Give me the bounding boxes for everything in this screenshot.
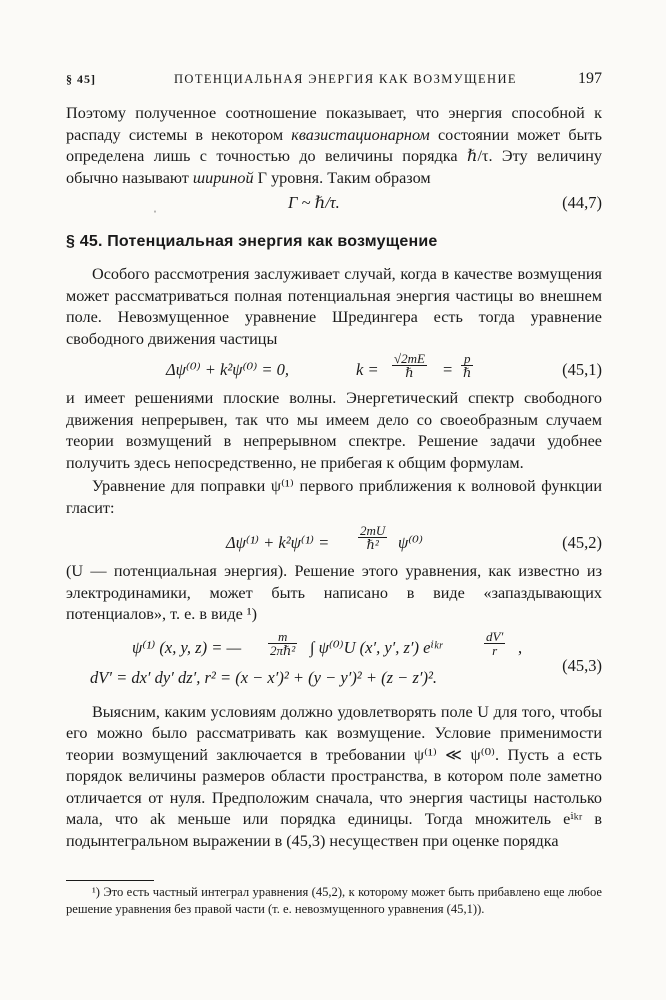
paragraph-2: Особого рассмотрения заслуживает случай, когда в качестве возмущения может рассматриваться полная потенциальная энергия частицы во внешнем поле. Невозмущенное уравнение Шредингера есть тогда уравнение свободного движения частицы — [66, 265, 602, 348]
header-section: § 45] — [66, 72, 96, 86]
equation-formula: Γ ~ ℏ/τ. — [288, 193, 340, 212]
paragraph-4: Уравнение для поправки ψ⁽¹⁾ первого приближения к волновой функции гласит: — [66, 477, 602, 517]
equation-number: (44,7) — [562, 193, 602, 212]
header-title: ПОТЕНЦИАЛЬНАЯ ЭНЕРГИЯ КАК ВОЗМУЩЕНИЕ — [174, 72, 517, 86]
page-number: 197 — [578, 70, 602, 87]
equation-45-3: ψ⁽¹⁾ (x, y, z) = — $\frac{m}{\text{2πℏ²}}$ ∫ ψ⁽⁰⁾U (x′, y′, z′) eⁱᵏʳ $\frac{dV'}{r}$ , dV′ = dx′ dy′ dz′, r² = (x − x′)² + (y − y′)² + (z − z′)². (45,3) — [90, 628, 602, 687]
paragraph-5: (U — потенциальная энергия). Решение этого уравнения, как известно из электродинамики, может быть написано в виде «запаздывающих потенциалов», т. е. в виде ¹) — [66, 562, 602, 623]
page-body — [66, 103, 602, 852]
paragraph-3: и имеет решениями плоские волны. Энергетический спектр свободного движения непрерывен, так что мы имеем дело со своеобразным случаем теории возмущений в непрерывном спектре. Решение задачи удобнее получить здесь непосредственно, не прибегая к общим формулам. — [66, 389, 602, 472]
stray-mark: ˈ — [153, 208, 157, 222]
footnote: ¹) Это есть частный интеграл уравнения (45,2), к которому может быть прибавлено еще любое решение уравнения без правой части (т. е. невозмущенного уравнения (45,1)). — [66, 885, 602, 916]
equation-number: (45,1) — [562, 360, 602, 379]
equation-number: (45,3) — [562, 655, 602, 675]
equation-45-2: Δψ⁽¹⁾ + k²ψ⁽¹⁾ = $\frac{2mU}{\text{ℏ²}}$ ψ⁽⁰⁾ (45,2) — [226, 523, 602, 552]
paragraph-1: Поэтому полученное соотношение показывает, что энергия способной к распаду системы в некотором квазистационарном состоянии может быть определена лишь с точностью до величины порядка ℏ/τ. Эту величину обычно называют шириной Γ уровня. Таким образом — [66, 104, 602, 187]
footnote-rule — [66, 880, 154, 881]
section-heading: § 45. Потенциальная энергия как возмущение — [66, 233, 438, 250]
equation-44-7 — [66, 191, 602, 217]
equation-45-1: Δψ⁽⁰⁾ + k²ψ⁽⁰⁾ = 0, k = $\frac{√2mE}{\text{ℏ}}$ = $\frac{p}{\text{ℏ}}$ (45,1) — [166, 351, 602, 380]
paragraph-6: Выясним, каким условиям должно удовлетворять поле U для того, чтобы его можно было рассматривать как возмущение. Условие применимости теории возмущений заключается в требовании ψ⁽¹⁾ ≪ ψ⁽⁰⁾. Пусть a есть порядок величины размеров области пространства, в котором поле заметно отличается от нуля. Предположим сначала, что энергия частицы настолько мала, что ak меньше или порядка единицы. Тогда множитель eⁱᵏʳ в подынтегральном выражении в (45,3) несуществен при оценке порядка — [66, 702, 602, 850]
equation-number: (45,2) — [562, 533, 602, 552]
running-header — [66, 70, 602, 90]
